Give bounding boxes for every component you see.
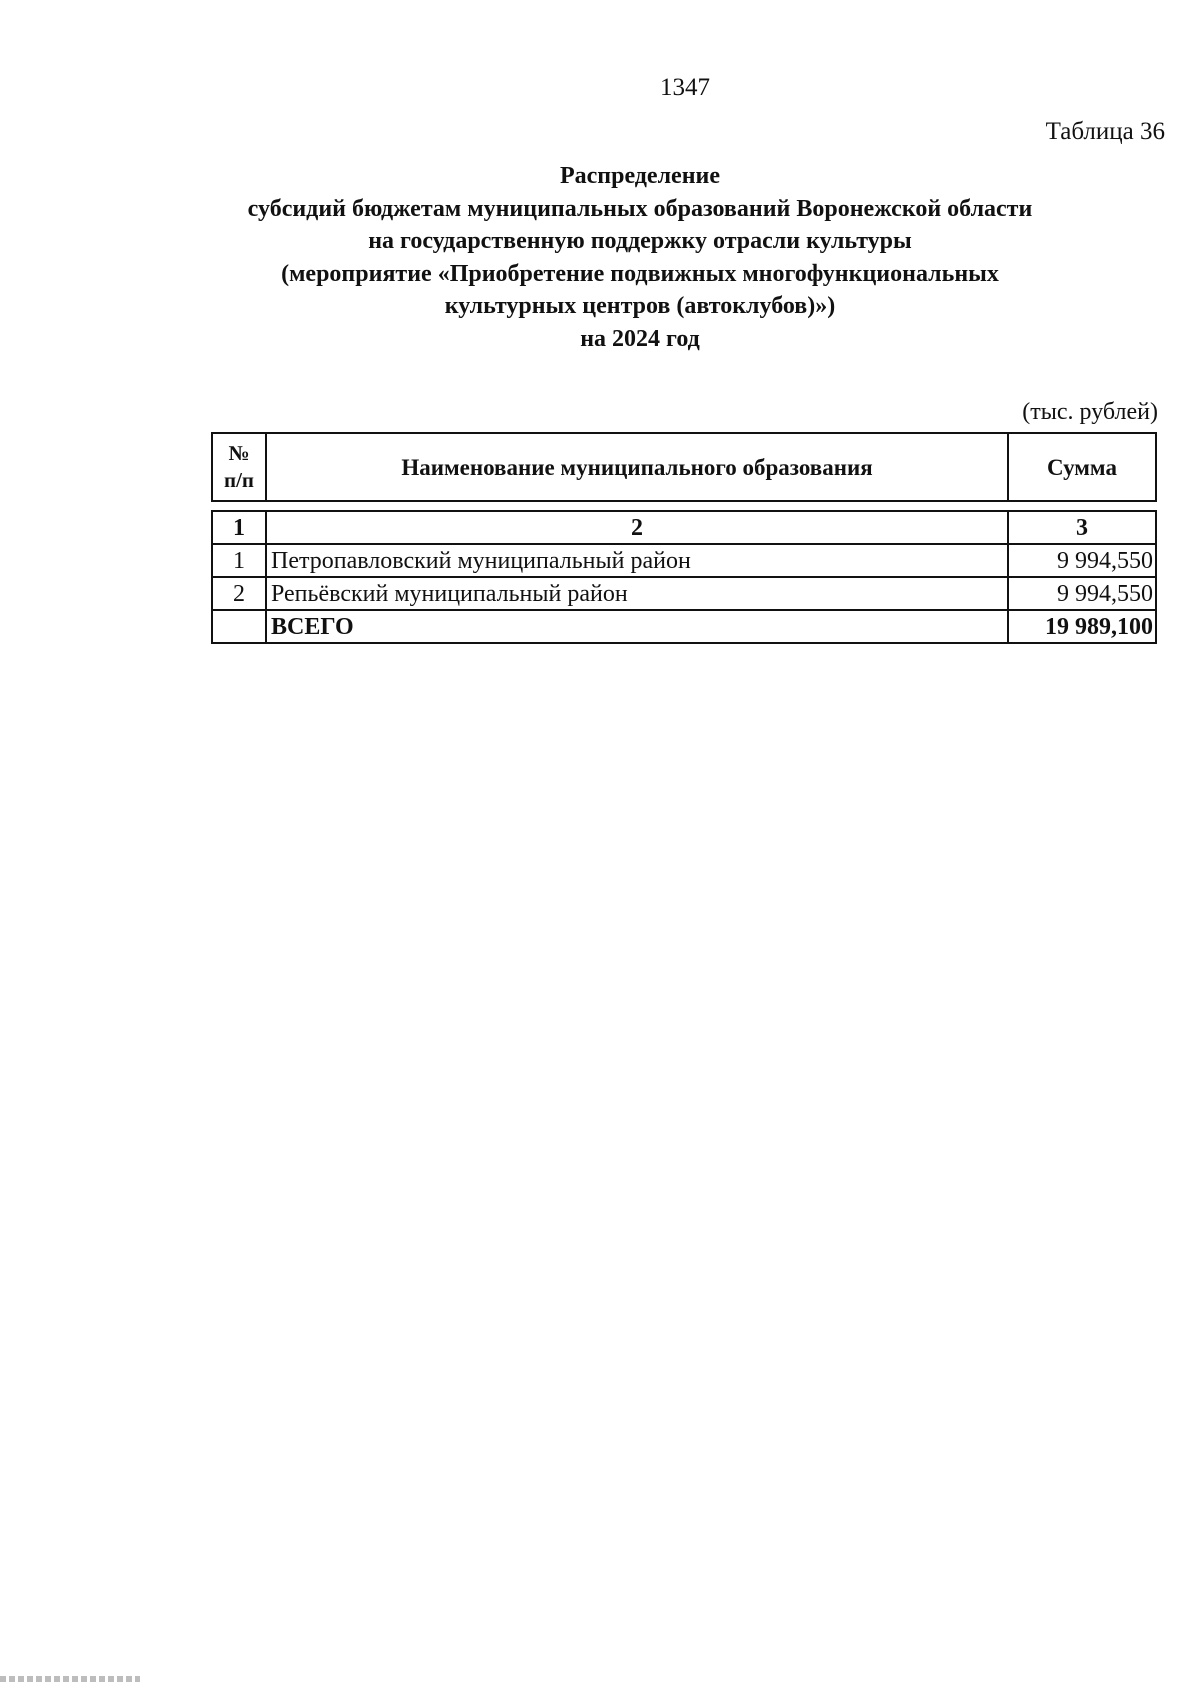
- title-line: на 2024 год: [580, 325, 700, 352]
- title-line: Распределение: [559, 163, 721, 189]
- total-num: [212, 610, 266, 643]
- header-num: [212, 433, 266, 501]
- header-row: [212, 433, 1156, 501]
- units-label: (тыс. рублей): [1022, 399, 1158, 425]
- column-index-row: [212, 511, 1156, 544]
- column-index: 2: [266, 511, 1008, 544]
- scan-artifact: [0, 1676, 140, 1682]
- title-line: (мероприятие «Приобретение подвижных многофункциональных: [281, 260, 999, 287]
- column-index: 3: [1008, 511, 1156, 544]
- row-sum: 9 994,550: [1008, 577, 1156, 610]
- document-title: [200, 160, 1080, 355]
- table-header: [211, 432, 1157, 502]
- row-name: Петропавловский муниципальный район: [266, 544, 1008, 577]
- header-num-line1: №: [228, 441, 250, 465]
- total-label: ВСЕГО: [266, 610, 1008, 643]
- row-num: 1: [212, 544, 266, 577]
- row-name: Репьёвский муниципальный район: [266, 577, 1008, 610]
- total-sum: 19 989,100: [1008, 610, 1156, 643]
- column-index: 1: [212, 511, 266, 544]
- total-row: [212, 610, 1156, 643]
- row-num: 2: [212, 577, 266, 610]
- header-sum: Сумма: [1008, 433, 1156, 501]
- header-name: Наименование муниципального образования: [266, 433, 1008, 501]
- title-line: культурных центров (автоклубов)»): [444, 293, 836, 319]
- table-row: [212, 577, 1156, 610]
- table-label: Таблица 36: [1045, 118, 1165, 145]
- page-number: 1347: [660, 74, 710, 101]
- header-num-line2: п/п: [223, 468, 255, 492]
- title-line: субсидий бюджетам муниципальных образований Воронежской области: [247, 195, 1033, 222]
- data-table: [211, 510, 1157, 644]
- row-sum: 9 994,550: [1008, 544, 1156, 577]
- title-line: на государственную поддержку отрасли культуры: [368, 228, 912, 254]
- table-row: [212, 544, 1156, 577]
